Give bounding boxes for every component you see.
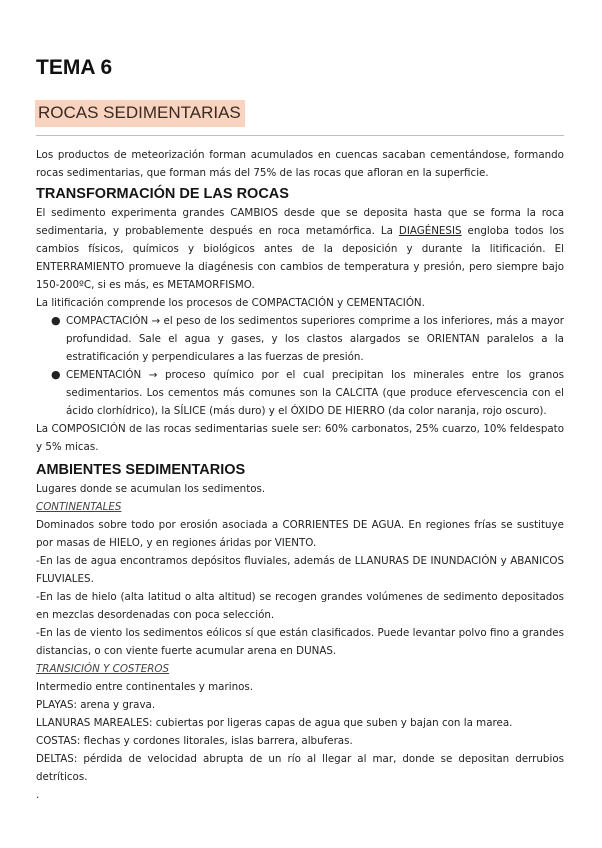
transicion-label-text: TRANSICIÓN Y COSTEROS bbox=[36, 663, 170, 675]
page-title: TEMA 6 bbox=[36, 56, 113, 79]
end-mark: . bbox=[36, 789, 40, 801]
section-subtitle: ROCAS SEDIMENTARIAS bbox=[35, 100, 245, 127]
horizontal-divider bbox=[36, 135, 564, 136]
diagenesis-text-start: El sedimento experimenta grandes CAMBIOS desde que se deposita hasta que se forma la roca sedimentaria, y probablemente después en roca metamórfica. La bbox=[36, 207, 564, 237]
compactacion-text: COMPACTACIÓN → el peso de los sedimentos superiores comprime a los inferiores, más a mayor profundidad. Sale el agua y gases, y los clastos alargados se ORIENTAN paralelos a la estratificación y perpendiculares a las fuerzas de presión. bbox=[66, 315, 564, 363]
cementacion-text: CEMENTACIÓN → proceso químico por el cual precipitan los minerales entre los granos sedimentarios. Los cementos más comunes son la CALCITA (que produce efervescencia con el ácido clorhídrico), la SÍLICE (más duro) y el ÓXIDO DE HIERRO (da color naranja, rojo oscuro). bbox=[66, 369, 564, 417]
continental-paragraph: Dominados sobre todo por erosión asociada a CORRIENTES DE AGUA. En regiones frías se sustituye por masas de HIELO, y en regiones áridas por VIENTO. bbox=[36, 519, 564, 549]
ambientes-intro: Lugares donde se acumulan los sedimentos. bbox=[36, 483, 266, 495]
transicion-label bbox=[36, 660, 564, 678]
composicion-paragraph: La COMPOSICIÓN de las rocas sedimentarias suele ser: 60% carbonatos, 25% cuarzo, 10% feldespato y 5% micas. bbox=[36, 423, 564, 453]
heading-transformacion: TRANSFORMACIÓN DE LAS ROCAS bbox=[36, 186, 289, 202]
transicion-paragraph: PLAYAS: arena y grava. bbox=[36, 699, 156, 711]
transicion-paragraph: DELTAS: pérdida de velocidad abrupta de un río al llegar al mar, donde se depositan derrubios detríticos. bbox=[36, 753, 564, 783]
litificacion-paragraph: La litificación comprende los procesos de COMPACTACIÓN y CEMENTACIÓN. bbox=[36, 297, 425, 309]
document-body bbox=[36, 146, 564, 804]
list-item bbox=[36, 366, 564, 420]
continental-paragraph: -En las de hielo (alta latitud o alta altitud) se recogen grandes volúmenes de sedimento depositados en mezclas desordenadas con poca selección. bbox=[36, 591, 564, 621]
diagenesis-text-end: engloba todos los cambios físicos, químicos y biológicos antes de la deposición y durante la litificación. El ENTERRAMIENTO promueve la diagénesis con cambios de temperatura y presión, pero siempre bajo 150-200ºC, si es más, es METAMORFISMO. bbox=[36, 225, 564, 291]
litificacion-list bbox=[36, 312, 564, 420]
list-item bbox=[36, 312, 564, 366]
transicion-paragraph: COSTAS: flechas y cordones litorales, islas barrera, albuferas. bbox=[36, 735, 353, 747]
transicion-paragraph: LLANURAS MAREALES: cubiertas por ligeras capas de agua que suben y bajan con la marea. bbox=[36, 717, 513, 729]
bullet-icon: ● bbox=[51, 368, 61, 381]
continental-paragraph: -En las de agua encontramos depósitos fluviales, además de LLANURAS DE INUNDACIÓN y ABANICOS FLUVIALES. bbox=[36, 555, 564, 585]
diagenesis-paragraph bbox=[36, 204, 564, 294]
diagenesis-term: DIAGÉNESIS bbox=[398, 225, 462, 237]
intro-paragraph: Los productos de meteorización forman acumulados en cuencas sacaban cementándose, formando rocas sedimentarias, que forman más del 75% de las rocas que afloran en la superficie. bbox=[36, 149, 564, 179]
transicion-paragraph: Intermedio entre continentales y marinos. bbox=[36, 681, 254, 693]
heading-ambientes: AMBIENTES SEDIMENTARIOS bbox=[36, 462, 246, 478]
bullet-icon: ● bbox=[51, 314, 61, 327]
continentales-label bbox=[36, 498, 564, 516]
continental-paragraph: -En las de viento los sedimentos eólicos sí que están clasificados. Puede levantar polvo fino a grandes distancias, o con viente fuerte acumular arena en DUNAS. bbox=[36, 627, 564, 657]
continentales-label-text: CONTINENTALES bbox=[36, 501, 122, 513]
